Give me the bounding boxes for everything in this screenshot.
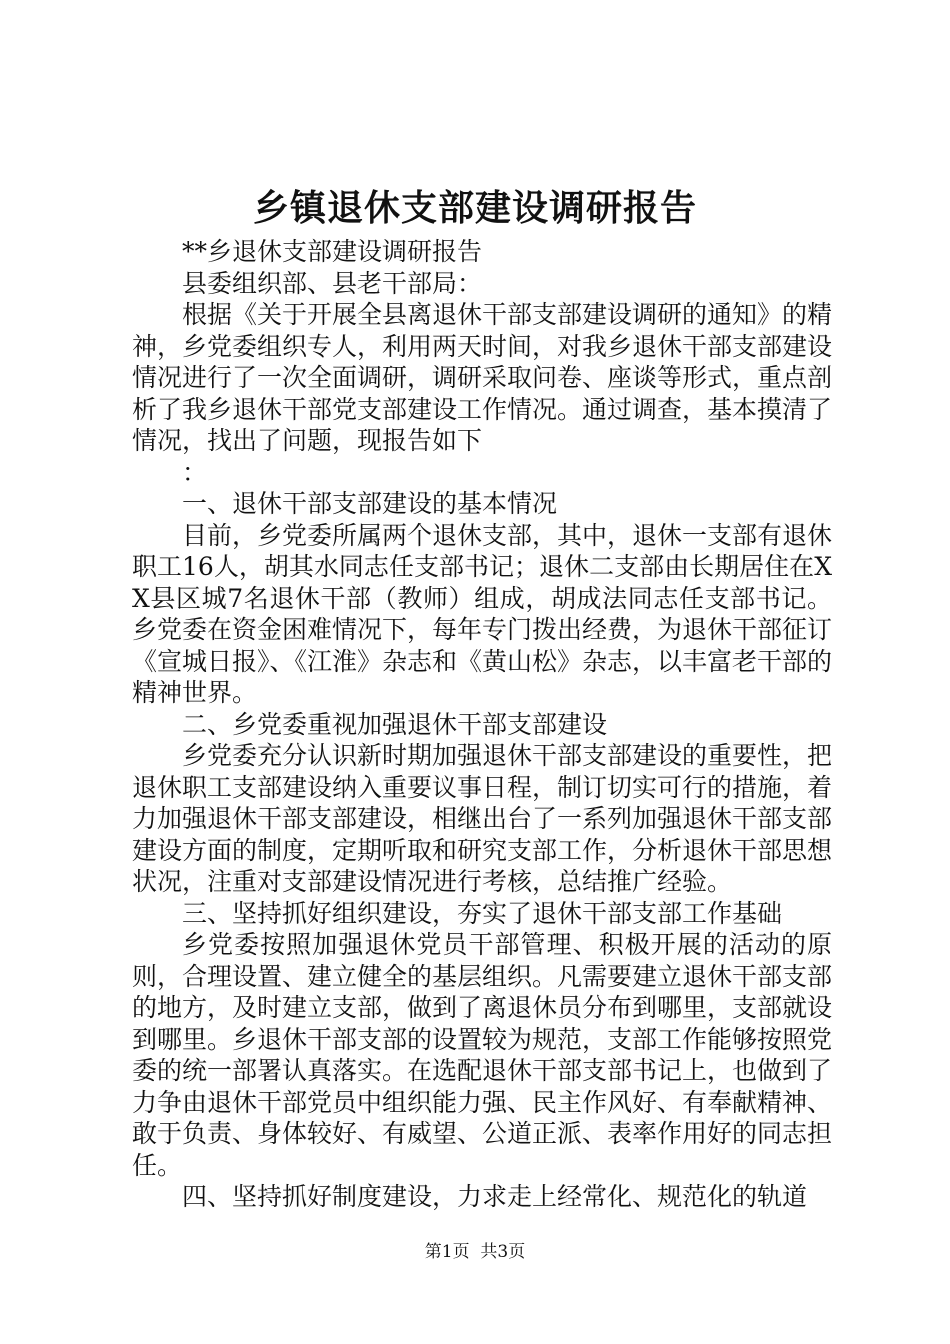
section-paragraph-2: 乡党委充分认识新时期加强退休干部支部建设的重要性，把退休职工支部建设纳入重要议事日程，制订切实可行的措施，着力加强退休干部支部建设，相继出台了一系列加强退休干部支部建设方面的制度，定期听取和研究支部工作，分析退休干部思想状况，注重对支部建设情况进行考核，总结推广经验。 (132, 741, 833, 896)
section-heading-4: 四、坚持抓好制度建设，力求走上经常化、规范化的轨道 (182, 1182, 808, 1211)
report-subtitle: **乡退休支部建设调研报告 (182, 237, 483, 266)
page-footer (0, 1240, 950, 1264)
colon-line: ： (182, 457, 208, 487)
section-paragraph-1: 目前，乡党委所属两个退休支部，其中，退休一支部有退休职工16人，胡其水同志任支部书记；退休二支部由长期居住在XX县区城7名退休干部（教师）组成，胡成法同志任支部书记。乡党委在资金困难情况下，每年专门拨出经费，为退休干部征订《宣城日报》、《江淮》杂志和《黄山松》杂志，以丰富老干部的精神世界。 (132, 520, 833, 707)
document-title: 乡镇退休支部建设调研报告 (252, 187, 697, 229)
section-paragraph-3: 乡党委按照加强退休党员干部管理、积极开展的活动的原则，合理设置、建立健全的基层组织。凡需要建立退休干部支部的地方，及时建立支部，做到了离退休员分布到哪里，支部就设到哪里。乡退休干部支部的设置较为规范，支部工作能够按照党委的统一部署认真落实。在选配退休干部支部书记上，也做到了力争由退休干部党员中组织能力强、民主作风好、有奉献精神、敢于负责、身体较好、有威望、公道正派、表率作用好的同志担任。 (132, 930, 833, 1180)
page-total: 共3页 (480, 1242, 526, 1262)
section-heading-3: 三、坚持抓好组织建设，夯实了退休干部支部工作基础 (182, 898, 783, 928)
page-number: 第1页 (424, 1242, 470, 1262)
section-heading-2: 二、乡党委重视加强退休干部支部建设 (182, 709, 608, 739)
section-heading-1: 一、退休干部支部建设的基本情况 (182, 489, 558, 518)
addressee: 县委组织部、县老干部局： (182, 268, 483, 298)
intro-paragraph: 根据《关于开展全县离退休干部支部建设调研的通知》的精神，乡党委组织专人，利用两天时间，对我乡退休干部支部建设情况进行了一次全面调研，调研采取问卷、座谈等形式，重点剖析了我乡退休干部党支部建设工作情况。通过调查，基本摸清了情况，找出了问题，现报告如下 (132, 300, 833, 455)
document-body (132, 236, 832, 1213)
